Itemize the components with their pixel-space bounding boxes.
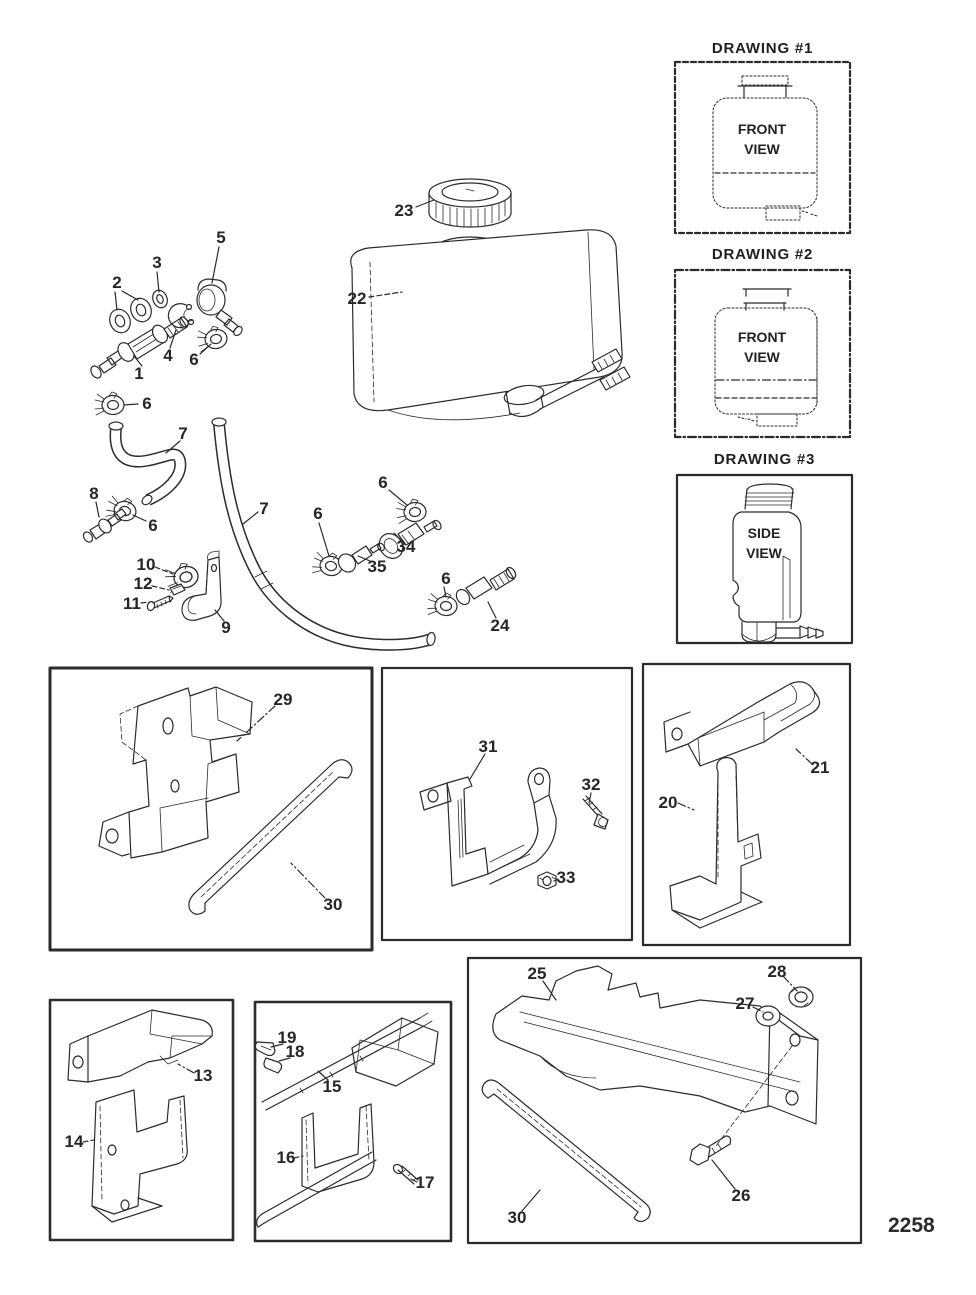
part-31-bracket: [420, 768, 556, 886]
part-28-nut: [789, 987, 813, 1007]
part-32-bolt: [583, 796, 608, 829]
drawing-2-title: DRAWING #2: [711, 246, 814, 263]
part-27-washer: [756, 1006, 780, 1026]
part-30-strap: [189, 760, 352, 915]
part-21-bracket: [664, 682, 820, 766]
callout-30a: 30: [323, 895, 343, 914]
callout-15: 15: [322, 1077, 342, 1096]
callout-31: 31: [478, 737, 498, 756]
callout-17: 17: [415, 1173, 435, 1192]
callout-33: 33: [556, 868, 576, 887]
callout-11: 11: [123, 594, 141, 613]
callout-34: 34: [396, 537, 416, 556]
part-30-strap-lower: [482, 1080, 650, 1222]
part-23-cap: [429, 179, 511, 227]
callout-6a: 6: [189, 350, 199, 369]
part-3-o-ring: [150, 288, 170, 310]
callout-3: 3: [152, 253, 162, 272]
part-25-bracket: [493, 966, 818, 1146]
drawing-1-view-label: FRONT VIEW: [737, 121, 787, 157]
callout-20: 20: [658, 793, 678, 812]
callout-21: 21: [810, 758, 830, 777]
callout-7b: 7: [259, 499, 269, 518]
part-29-bracket: [99, 687, 252, 858]
part-20-bracket: [670, 758, 762, 928]
callout-6f: 6: [441, 569, 451, 588]
callout-26: 26: [731, 1186, 751, 1205]
callout-24: 24: [490, 616, 510, 635]
callout-6b: 6: [142, 394, 152, 413]
part-12-clip: [170, 584, 185, 595]
part-2-o-rings: [106, 295, 155, 336]
part-18-clip: [264, 1058, 282, 1073]
callout-6c: 6: [148, 516, 158, 535]
callout-6e: 6: [378, 473, 388, 492]
callout-9: 9: [221, 618, 231, 637]
callout-29: 29: [273, 690, 293, 709]
drawing-3-view-label: SIDE VIEW: [746, 525, 782, 561]
callout-14: 14: [64, 1132, 84, 1151]
callout-5: 5: [216, 228, 226, 247]
callout-28: 28: [767, 962, 787, 981]
callout-27: 27: [735, 994, 755, 1013]
callout-2: 2: [112, 273, 122, 292]
part-8-fitting: [82, 509, 126, 544]
part-16-bracket: [257, 1104, 376, 1227]
callout-22: 22: [347, 289, 367, 308]
callout-35: 35: [367, 557, 387, 576]
part-22-reservoir: [351, 230, 630, 420]
callout-19: 19: [277, 1028, 297, 1047]
callout-13: 13: [193, 1066, 213, 1085]
part-14-bracket: [92, 1090, 187, 1222]
callout-18: 18: [285, 1042, 305, 1061]
callout-30b: 30: [507, 1208, 527, 1227]
part-19-clip: [255, 1042, 275, 1056]
callout-8: 8: [89, 484, 99, 503]
part-11-screw: [146, 596, 173, 611]
callout-7a: 7: [178, 424, 188, 443]
callout-12: 12: [133, 574, 153, 593]
part-5-elbow-fitting: [197, 279, 244, 337]
callout-23: 23: [394, 201, 414, 220]
callout-32: 32: [581, 775, 601, 794]
callout-1: 1: [134, 364, 144, 383]
drawing-2-view-label: FRONT VIEW: [737, 329, 787, 365]
callout-4: 4: [163, 346, 173, 365]
inset-box-31-33: [382, 668, 632, 940]
drawing-3-title: DRAWING #3: [713, 451, 816, 468]
callout-25: 25: [527, 964, 547, 983]
part-33-nut: [538, 872, 556, 889]
part-26-bolt: [690, 1136, 731, 1165]
callout-16: 16: [276, 1148, 296, 1167]
drawing-1-title: DRAWING #1: [711, 40, 814, 57]
part-7-hose-short: [109, 422, 180, 507]
page-number: 2258: [888, 1214, 935, 1237]
callout-6d: 6: [313, 504, 323, 523]
callout-10: 10: [136, 555, 156, 574]
part-24-fitting: [454, 566, 518, 607]
